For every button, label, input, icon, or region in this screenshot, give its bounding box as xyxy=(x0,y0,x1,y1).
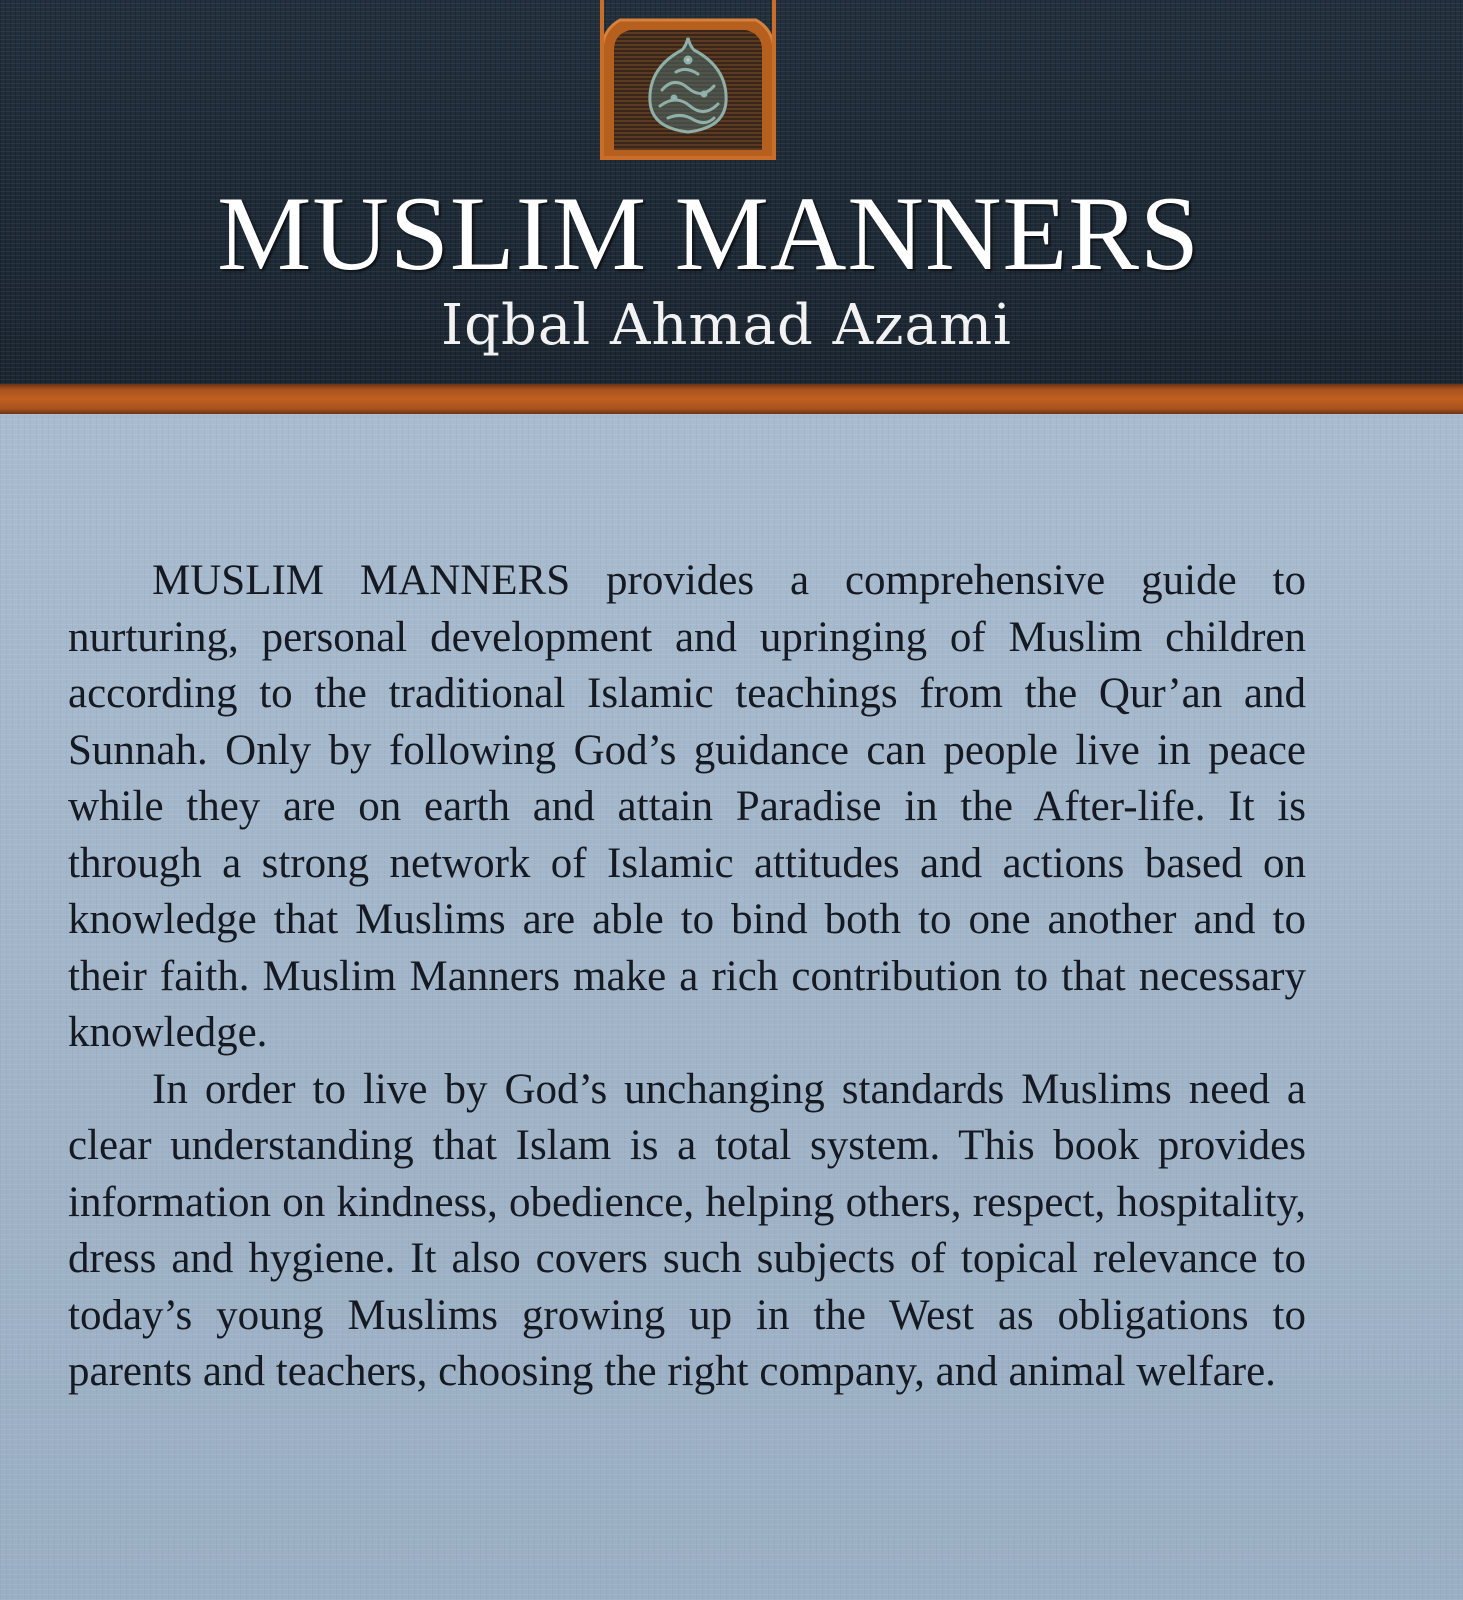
cover-header xyxy=(0,0,1463,384)
blurb-paragraph: MUSLIM MANNERS provides a comprehensive guide to nurturing, personal development and upringing of Muslim children according to the traditional Islamic teachings from the Qur’an and Sunnah. Only by following God’s guidance can people live in peace while they are on earth and attain Paradise in the After-life. It is through a strong network of Islamic attitudes and actions based on knowledge that Muslims are able to bind both to one another and to their faith. Muslim Manners make a rich contribution to that necessary knowledge. xyxy=(68,557,1306,1056)
blurb-paragraph: In order to live by God’s unchanging standards Muslims need a clear understanding that Islam is a total system. This book provides information on kindness, obedience, helping others, respect, hospitality, dress and hygiene. It also covers such subjects of topical relevance to today’s young Muslims growing up in the West as obligations to parents and teachers, choosing the right company, and animal welfare. xyxy=(68,1065,1306,1395)
book-title: MUSLIM MANNERS xyxy=(217,175,1200,292)
calligraphy-emblem-icon xyxy=(590,0,786,164)
blurb-text xyxy=(68,553,1306,1401)
book-author: Iqbal Ahmad Azami xyxy=(441,293,1012,358)
divider-stripe xyxy=(0,384,1463,414)
